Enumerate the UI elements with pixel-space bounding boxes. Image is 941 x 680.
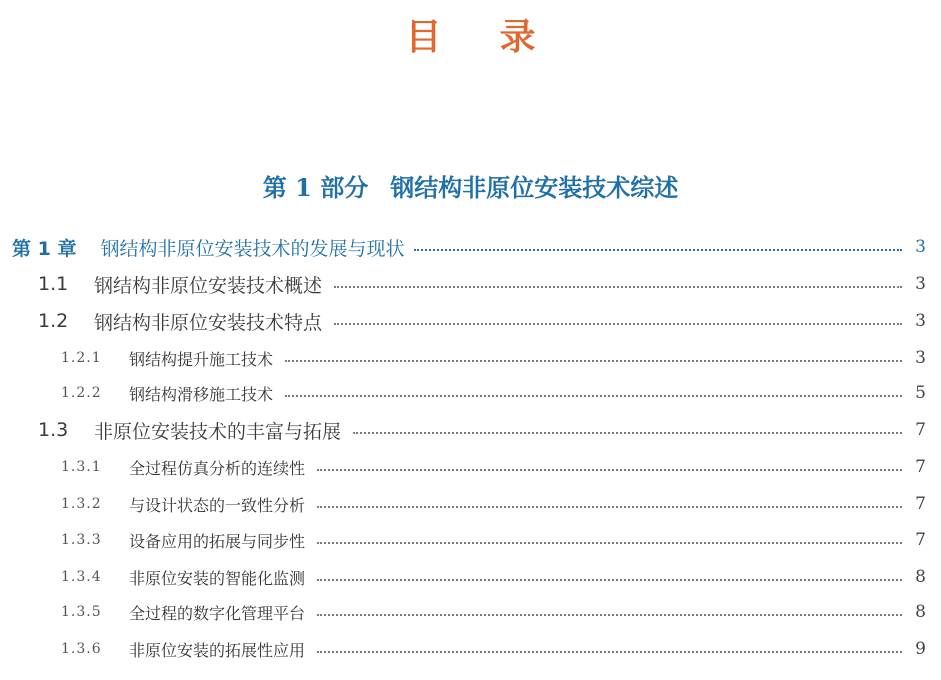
toc-entry-title[interactable]: 钢结构非原位安装技术概述 (94, 274, 323, 297)
dot-leader (317, 542, 902, 544)
page-title-char-1: 目 (405, 17, 442, 58)
toc-entry-subsection[interactable] (0, 522, 941, 558)
dot-leader (285, 395, 902, 397)
toc-entry-number: 1.2.2 (61, 385, 102, 401)
toc-entry-subsection[interactable] (0, 449, 941, 485)
dot-leader (317, 651, 902, 653)
toc-entry-page-number[interactable]: 7 (915, 530, 926, 550)
toc-entry-title[interactable]: 非原位安装技术的丰富与拓展 (94, 420, 342, 443)
page-title (0, 14, 941, 62)
toc-entry-chapter[interactable] (0, 229, 941, 265)
toc-entry-section[interactable] (0, 266, 941, 302)
toc-entry-page-number[interactable]: 3 (915, 348, 926, 368)
toc-entry-title[interactable]: 钢结构非原位安装技术特点 (94, 311, 323, 334)
toc-entry-page-number[interactable]: 3 (915, 274, 926, 294)
page-title-char-2: 录 (499, 17, 536, 58)
toc-entry-page-number[interactable]: 8 (915, 602, 926, 622)
toc-entry-number: 1.1 (38, 273, 69, 295)
toc-entry-subsection[interactable] (0, 375, 941, 411)
toc-entry-section[interactable] (0, 412, 941, 448)
toc-entry-title[interactable]: 非原位安装的智能化监测 (129, 568, 306, 588)
toc-entry-number: 1.3.6 (61, 641, 102, 657)
toc-entry-title[interactable]: 钢结构非原位安装技术的发展与现状 (100, 237, 405, 260)
toc-entry-title[interactable]: 钢结构提升施工技术 (129, 349, 274, 369)
toc-entry-number: 1.2.1 (61, 350, 102, 366)
dot-leader (317, 614, 902, 616)
dot-leader (317, 506, 902, 508)
toc-entry-page-number[interactable]: 9 (915, 639, 926, 659)
toc-entry-number: 1.3.1 (61, 459, 102, 475)
toc-entry-number: 第 1 章 (12, 237, 77, 260)
toc-entry-subsection[interactable] (0, 340, 941, 376)
toc-entry-section[interactable] (0, 303, 941, 339)
toc-entry-title[interactable]: 钢结构滑移施工技术 (129, 384, 274, 404)
dot-leader (334, 323, 902, 325)
toc-entry-page-number[interactable]: 7 (915, 420, 926, 440)
toc-entry-title[interactable]: 非原位安装的拓展性应用 (129, 640, 306, 660)
dot-leader (334, 286, 902, 288)
toc-entry-page-number[interactable]: 3 (915, 311, 926, 331)
part-title: 钢结构非原位安装技术综述 (390, 173, 679, 202)
toc-entry-subsection[interactable] (0, 631, 941, 667)
toc-entry-number: 1.3.4 (61, 569, 102, 585)
toc-entry-page-number[interactable]: 7 (915, 457, 926, 477)
dot-leader (317, 579, 902, 581)
toc-entry-page-number[interactable]: 5 (915, 383, 926, 403)
toc-entry-title[interactable]: 全过程仿真分析的连续性 (129, 458, 306, 478)
toc-entry-page-number[interactable]: 8 (915, 567, 926, 587)
toc-entry-number: 1.3.3 (61, 532, 102, 548)
dot-leader (353, 432, 902, 434)
dot-leader (414, 249, 902, 251)
part-label: 第 1 部分 (262, 173, 369, 202)
toc-entry-number: 1.3.5 (61, 604, 102, 620)
toc-entry-subsection[interactable] (0, 559, 941, 595)
toc-entry-title[interactable]: 设备应用的拓展与同步性 (129, 531, 306, 551)
toc-entry-subsection[interactable] (0, 486, 941, 522)
toc-entry-title[interactable]: 与设计状态的一致性分析 (129, 495, 306, 515)
toc-entry-title[interactable]: 全过程的数字化管理平台 (129, 603, 306, 623)
dot-leader (285, 360, 902, 362)
toc-entry-number: 1.3.2 (61, 496, 102, 512)
toc-entry-page-number[interactable]: 3 (915, 237, 926, 257)
dot-leader (317, 469, 902, 471)
part-heading (0, 168, 941, 208)
toc-entry-subsection[interactable] (0, 594, 941, 630)
toc-entry-number: 1.2 (38, 310, 69, 332)
toc-entry-page-number[interactable]: 7 (915, 494, 926, 514)
toc-entry-number: 1.3 (38, 419, 69, 441)
